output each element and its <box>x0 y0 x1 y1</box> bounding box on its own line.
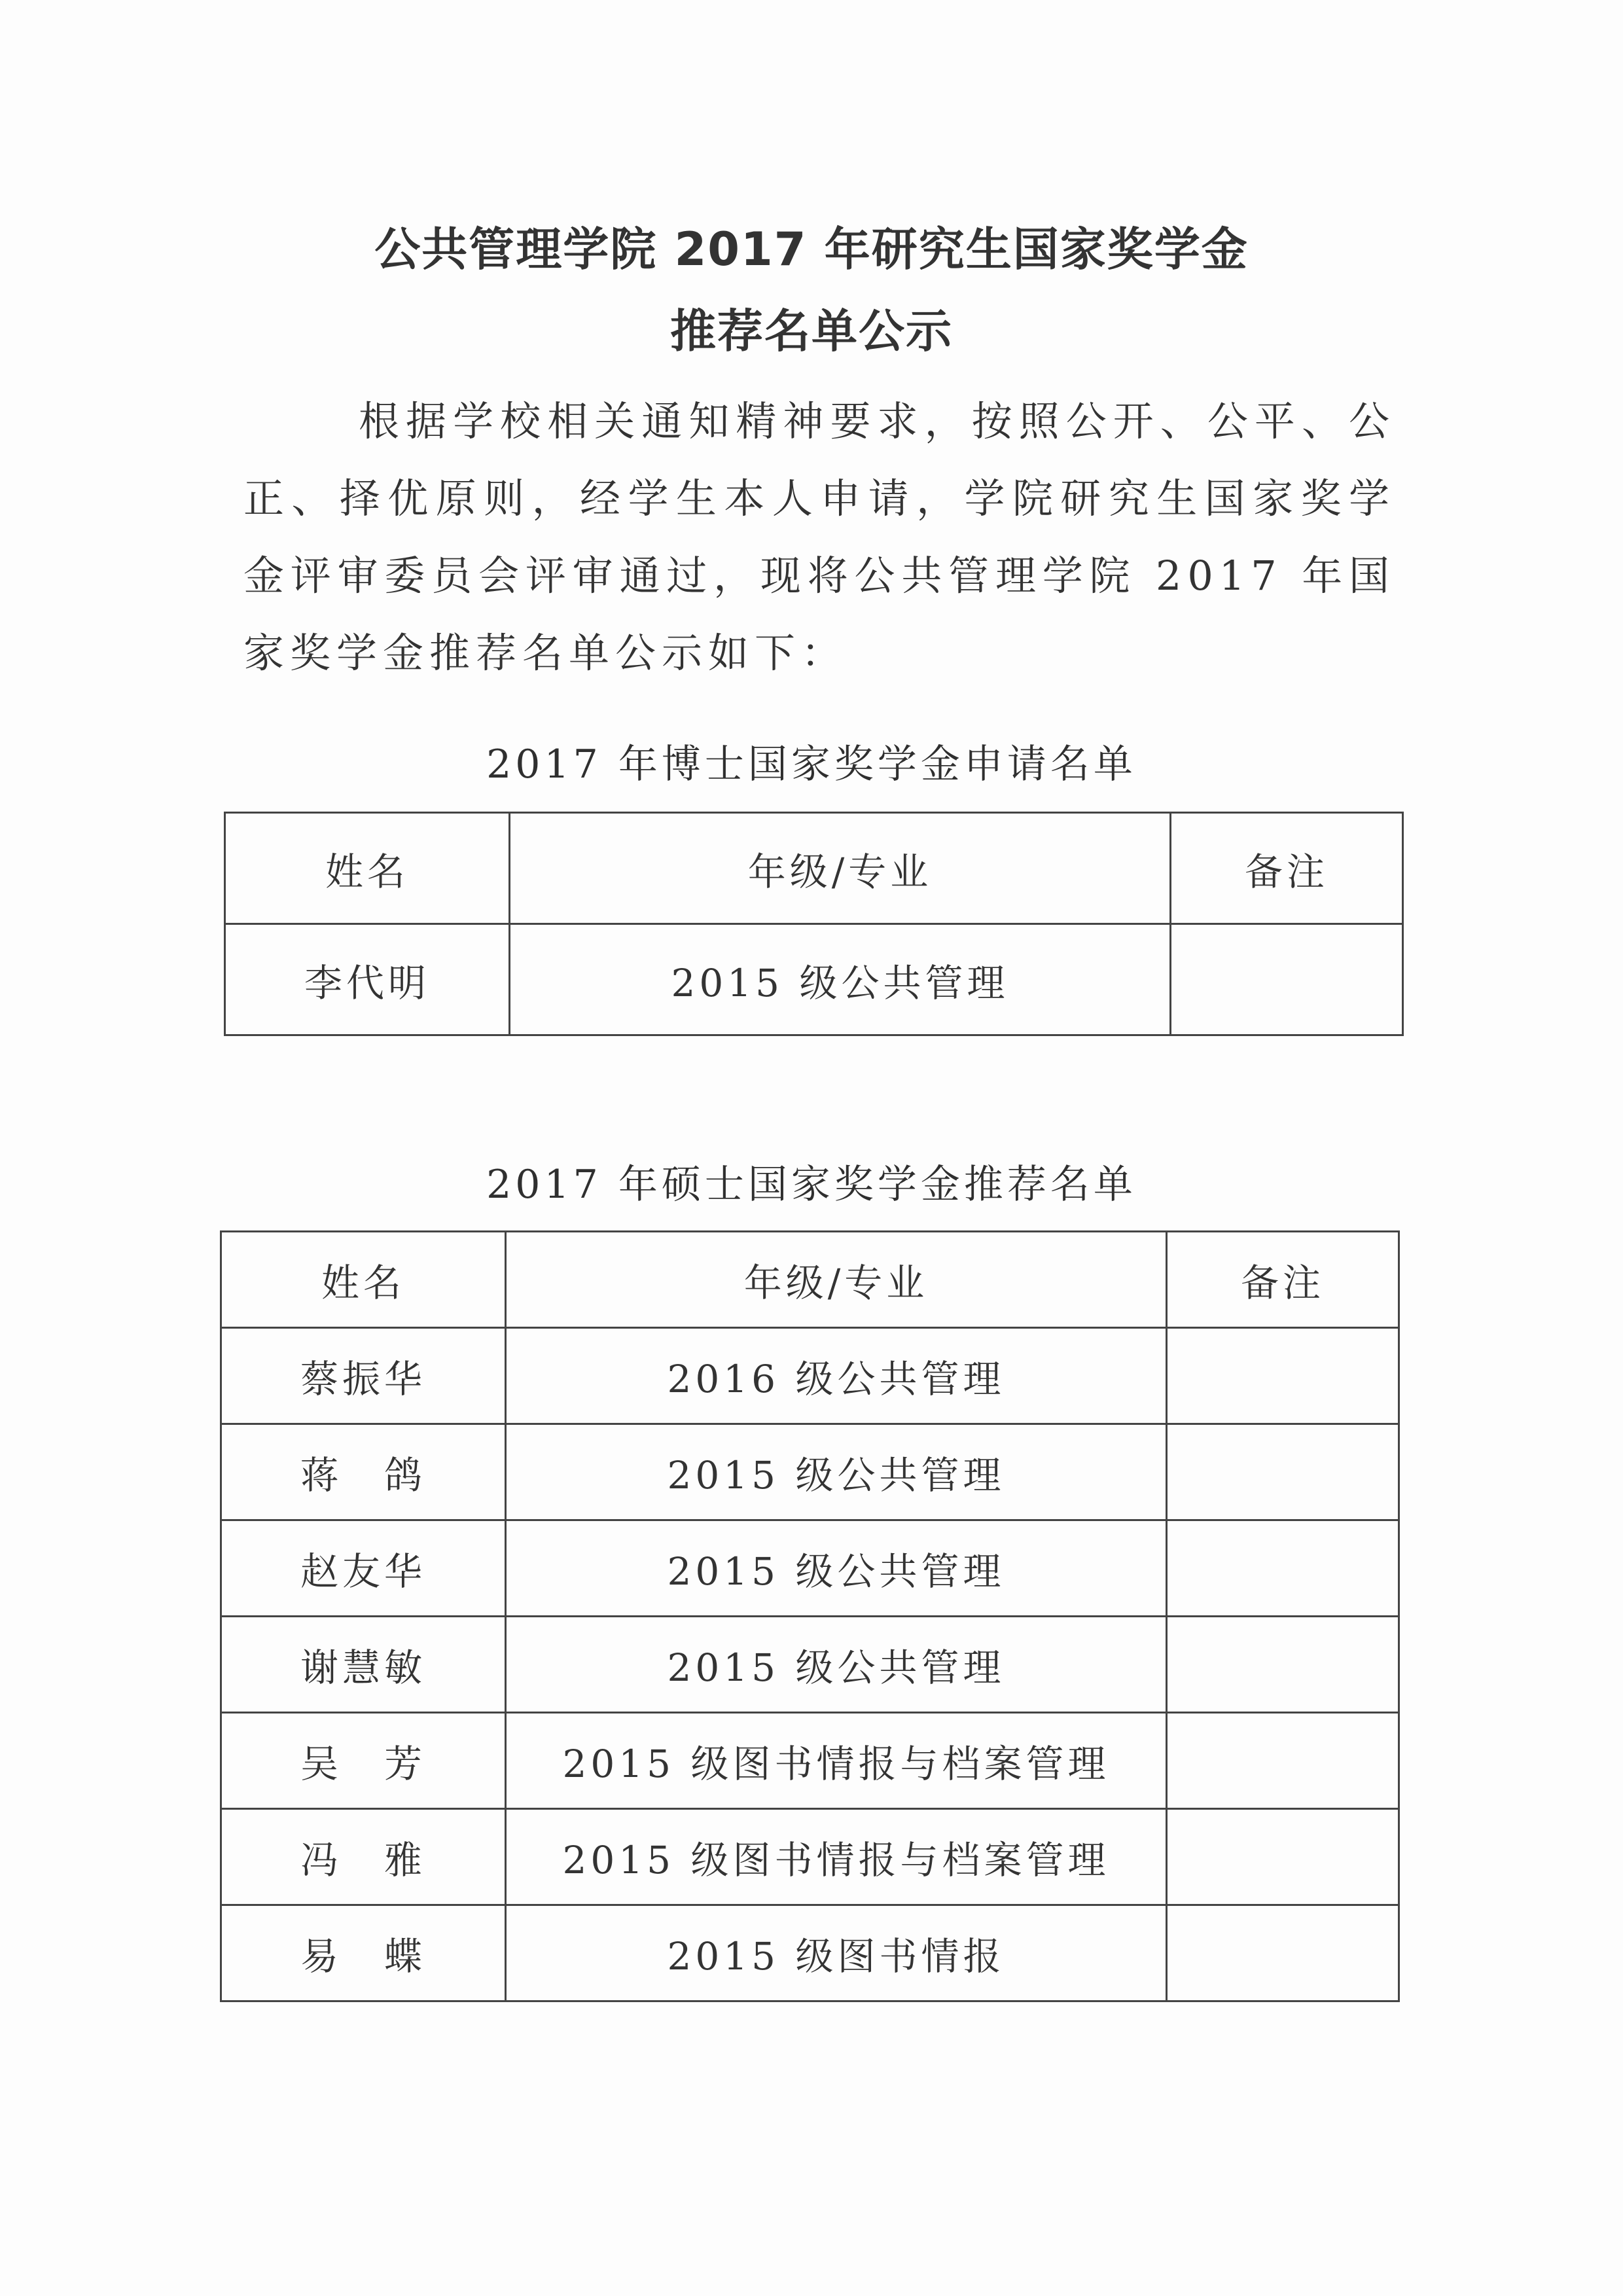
cell-name: 蔡振华 <box>221 1328 506 1424</box>
cell-name: 蒋 鸽 <box>221 1424 506 1520</box>
cell-grade: 2015 级公共管理 <box>506 1617 1167 1713</box>
table-row <box>221 1809 1399 1905</box>
cell-grade: 2016 级公共管理 <box>506 1328 1167 1424</box>
master-section-title: 2017 年硕士国家奖学金推荐名单 <box>486 1162 1137 1208</box>
table-row <box>221 1617 1399 1713</box>
master-table <box>220 1230 1400 2002</box>
table-row <box>225 924 1403 1035</box>
header-name: 姓名 <box>225 813 510 924</box>
cell-note <box>1167 1713 1399 1809</box>
cell-note <box>1167 1617 1399 1713</box>
cell-name: 谢慧敏 <box>221 1617 506 1713</box>
header-note: 备注 <box>1167 1232 1399 1328</box>
header-grade: 年级/专业 <box>510 813 1171 924</box>
cell-name: 易 蝶 <box>221 1905 506 2001</box>
table-row <box>221 1713 1399 1809</box>
cell-note <box>1167 1328 1399 1424</box>
header-name: 姓名 <box>221 1232 506 1328</box>
phd-table <box>224 812 1404 1036</box>
cell-grade: 2015 级公共管理 <box>506 1520 1167 1617</box>
document-title-line1: 公共管理学院 2017 年研究生国家奖学金 <box>374 223 1249 276</box>
cell-name: 冯 雅 <box>221 1809 506 1905</box>
cell-grade: 2015 级图书情报 <box>506 1905 1167 2001</box>
cell-grade: 2015 级公共管理 <box>510 924 1171 1035</box>
cell-grade: 2015 级图书情报与档案管理 <box>506 1713 1167 1809</box>
cell-note <box>1171 924 1403 1035</box>
table-header-row <box>221 1232 1399 1328</box>
document-title-line2: 推荐名单公示 <box>670 304 953 358</box>
table-row <box>221 1905 1399 2001</box>
cell-note <box>1167 1905 1399 2001</box>
header-grade: 年级/专业 <box>506 1232 1167 1328</box>
phd-section-title: 2017 年博士国家奖学金申请名单 <box>486 742 1137 787</box>
cell-grade: 2015 级公共管理 <box>506 1424 1167 1520</box>
table-row <box>221 1424 1399 1520</box>
cell-name: 李代明 <box>225 924 510 1035</box>
cell-grade: 2015 级图书情报与档案管理 <box>506 1809 1167 1905</box>
cell-name: 赵友华 <box>221 1520 506 1617</box>
cell-note <box>1167 1809 1399 1905</box>
announcement-paragraph: 根据学校相关通知精神要求，按照公开、公平、公正、择优原则，经学生本人申请，学院研究生国家奖学金评审委员会评审通过，现将公共管理学院 2017 年国家奖学金推荐名单公示如下： <box>243 397 1395 677</box>
cell-note <box>1167 1424 1399 1520</box>
cell-name: 吴 芳 <box>221 1713 506 1809</box>
table-row <box>221 1328 1399 1424</box>
cell-note <box>1167 1520 1399 1617</box>
header-note: 备注 <box>1171 813 1403 924</box>
table-row <box>221 1520 1399 1617</box>
table-header-row <box>225 813 1403 924</box>
